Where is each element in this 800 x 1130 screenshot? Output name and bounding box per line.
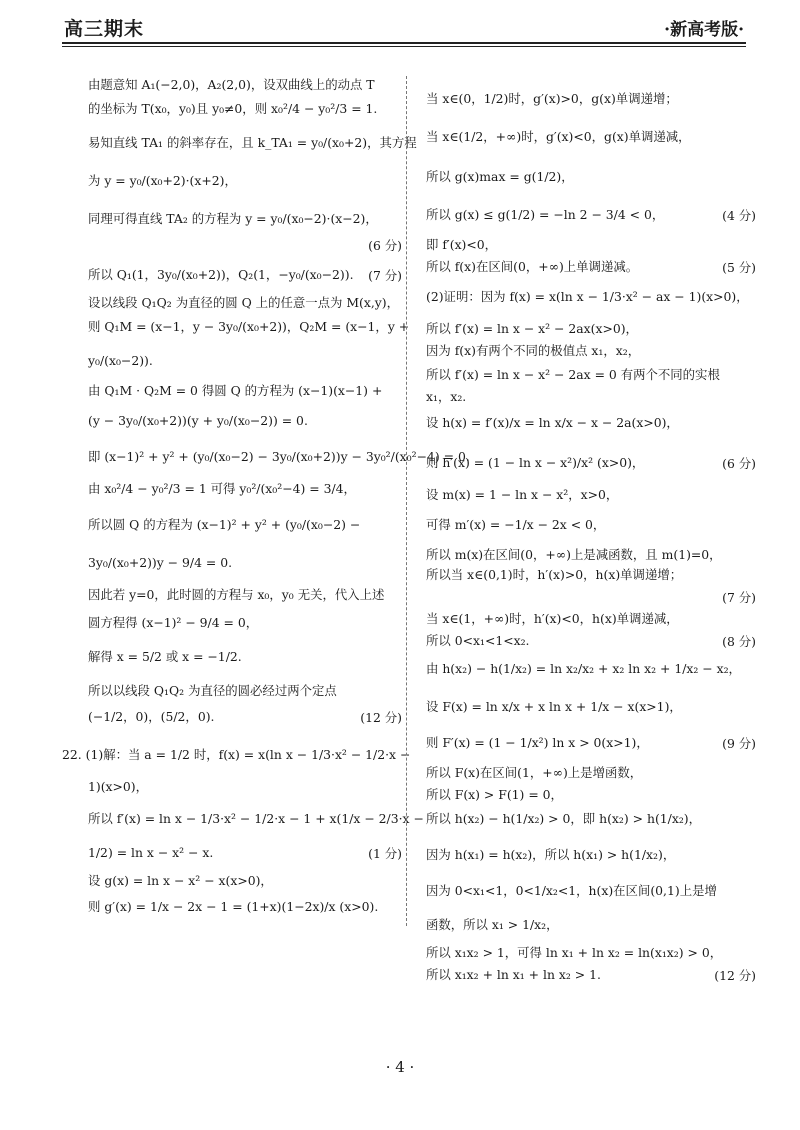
solution-line: 设 h(x) = f′(x)/x = ln x/x − x − 2a(x>0)， xyxy=(426,415,679,430)
solution-line: (2)证明：因为 f(x) = x(ln x − 1/3·x² − ax − 1)(x>0)， xyxy=(426,289,749,304)
solution-line: 由 Q₁M · Q₂M = 0 得圆 Q 的方程为 (x−1)(x−1) + xyxy=(88,383,383,398)
solution-line: 的坐标为 T(x₀，y₀)且 y₀≠0，则 x₀²/4 − y₀²/3 = 1. xyxy=(88,101,378,116)
solution-line: 因为 0<x₁<1，0<1/x₂<1，h(x)在区间(0,1)上是增 xyxy=(426,883,717,898)
solution-line: (y − 3y₀/(x₀+2))(y + y₀/(x₀−2)) = 0. xyxy=(88,413,308,428)
score-points: (9 分) xyxy=(722,736,756,751)
solution-line: 所以 F(x) > F(1) = 0， xyxy=(426,787,563,802)
solution-line: 所以 h(x₂) − h(1/x₂) > 0，即 h(x₂) > h(1/x₂)， xyxy=(426,811,702,826)
solution-line: 设 m(x) = 1 − ln x − x²，x>0， xyxy=(426,487,619,502)
solution-line: 因为 h(x₁) = h(x₂)，所以 h(x₁) > h(1/x₂)， xyxy=(426,847,676,862)
solution-line: 设 g(x) = ln x − x² − x(x>0)， xyxy=(88,873,273,888)
solution-line: 为 y = y₀/(x₀+2)·(x+2)， xyxy=(88,173,237,188)
solution-line: 所以 x₁x₂ > 1，可得 ln x₁ + ln x₂ = ln(x₁x₂) > 0， xyxy=(426,945,723,960)
solution-line: 则 Q₁M = (x−1，y − 3y₀/(x₀+2))，Q₂M = (x−1，y + xyxy=(88,319,410,334)
score-points: (7 分) xyxy=(722,590,756,605)
score-points: (5 分) xyxy=(722,260,756,275)
solution-line: 可得 m′(x) = −1/x − 2x < 0， xyxy=(426,517,606,532)
solution-line: 1)(x>0)， xyxy=(88,779,149,794)
solution-line: 由 x₀²/4 − y₀²/3 = 1 可得 y₀²/(x₀²−4) = 3/4， xyxy=(88,481,356,496)
score-points: (6 分) xyxy=(368,238,402,253)
solution-line: 则 F′(x) = (1 − 1/x²) ln x > 0(x>1)， xyxy=(426,735,649,750)
solution-line: 所以 f(x)在区间(0，+∞)上单调递减。 xyxy=(426,259,639,274)
header-rule xyxy=(62,46,746,47)
solution-line: 易知直线 TA₁ 的斜率存在，且 k_TA₁ = y₀/(x₀+2)，其方程 xyxy=(88,135,417,150)
solution-line: 由题意知 A₁(−2,0)，A₂(2,0)，设双曲线上的动点 T xyxy=(88,77,375,92)
solution-line: y₀/(x₀−2)). xyxy=(88,353,153,368)
solution-line: 3y₀/(x₀+2))y − 9/4 = 0. xyxy=(88,555,233,570)
solution-line: 解得 x = 5/2 或 x = −1/2. xyxy=(88,649,242,664)
solution-line: 则 h′(x) = (1 − ln x − x²)/x² (x>0)， xyxy=(426,455,645,470)
solution-line: 所以 g(x) ≤ g(1/2) = −ln 2 − 3/4 < 0， xyxy=(426,207,665,222)
page-number: · 4 · xyxy=(385,1058,415,1076)
solution-line: 函数，所以 x₁ > 1/x₂， xyxy=(426,917,559,932)
header-edition: ·新高考版· xyxy=(664,20,744,40)
score-points: (12 分) xyxy=(360,710,402,725)
solution-line: 即 (x−1)² + y² + (y₀/(x₀−2) − 3y₀/(x₀+2))y − 3y₀²/(x₀²−4) = 0. xyxy=(88,449,470,464)
solution-line: 圆方程得 (x−1)² − 9/4 = 0， xyxy=(88,615,259,630)
solution-line: 所以 0<x₁<1<x₂. xyxy=(426,633,530,648)
solution-line: 所以当 x∈(0,1)时，h′(x)>0，h(x)单调递增； xyxy=(426,567,683,582)
solution-line: 当 x∈(1/2，+∞)时，g′(x)<0，g(x)单调递减， xyxy=(426,129,691,144)
solution-line: 22. (1)解：当 a = 1/2 时，f(x) = x(ln x − 1/3·x² − 1/2·x − xyxy=(62,747,411,762)
solution-line: 即 f′(x)<0， xyxy=(426,237,498,252)
solution-line: 则 g′(x) = 1/x − 2x − 1 = (1+x)(1−2x)/x (x>0). xyxy=(88,899,379,914)
solution-line: 因为 f(x)有两个不同的极值点 x₁，x₂， xyxy=(426,343,641,358)
solution-line: 所以 g(x)max = g(1/2)， xyxy=(426,169,574,184)
header-title: 高三期末 xyxy=(64,18,145,40)
solution-line: 所以 f′(x) = ln x − x² − 2ax(x>0)， xyxy=(426,321,638,336)
score-points: (7 分) xyxy=(368,268,402,283)
solution-line: 所以 m(x)在区间(0，+∞)上是减函数，且 m(1)=0， xyxy=(426,547,722,562)
solution-line: 同理可得直线 TA₂ 的方程为 y = y₀/(x₀−2)·(x−2)， xyxy=(88,211,378,226)
solution-line: 由 h(x₂) − h(1/x₂) = ln x₂/x₂ + x₂ ln x₂ + 1/x₂ − x₂， xyxy=(426,661,741,676)
solution-line: (−1/2，0)，(5/2，0). xyxy=(88,709,215,724)
score-points: (1 分) xyxy=(368,846,402,861)
solution-line: 所以 f′(x) = ln x − x² − 2ax = 0 有两个不同的实根 xyxy=(426,367,720,382)
score-points: (8 分) xyxy=(722,634,756,649)
solution-line: 所以 Q₁(1，3y₀/(x₀+2))，Q₂(1，−y₀/(x₀−2)). xyxy=(88,267,354,282)
solution-line: 所以 f′(x) = ln x − 1/3·x² − 1/2·x − 1 + x(1/x − 2/3·x − xyxy=(88,811,424,826)
solution-line: 所以以线段 Q₁Q₂ 为直径的圆必经过两个定点 xyxy=(88,683,337,698)
column-divider xyxy=(406,76,407,926)
solution-line: 设以线段 Q₁Q₂ 为直径的圆 Q 上的任意一点为 M(x,y)， xyxy=(88,295,400,310)
solution-line: 当 x∈(1，+∞)时，h′(x)<0，h(x)单调递减， xyxy=(426,611,679,626)
score-points: (4 分) xyxy=(722,208,756,223)
solution-line: 因此若 y=0，此时圆的方程与 x₀，y₀ 无关，代入上述 xyxy=(88,587,385,602)
score-points: (12 分) xyxy=(714,968,756,983)
solution-line: 所以 x₁x₂ + ln x₁ + ln x₂ > 1. xyxy=(426,967,601,982)
score-points: (6 分) xyxy=(722,456,756,471)
solution-line: 所以圆 Q 的方程为 (x−1)² + y² + (y₀/(x₀−2) − xyxy=(88,517,361,532)
solution-line: 所以 F(x)在区间(1，+∞)上是增函数， xyxy=(426,765,643,780)
solution-line: 当 x∈(0，1/2)时，g′(x)>0，g(x)单调递增； xyxy=(426,91,678,106)
page-header xyxy=(62,12,746,44)
solution-line: 设 F(x) = ln x/x + x ln x + 1/x − x(x>1)， xyxy=(426,699,682,714)
solution-line: 1/2) = ln x − x² − x. xyxy=(88,845,214,860)
solution-line: x₁，x₂. xyxy=(426,389,467,404)
right-column xyxy=(426,76,756,983)
